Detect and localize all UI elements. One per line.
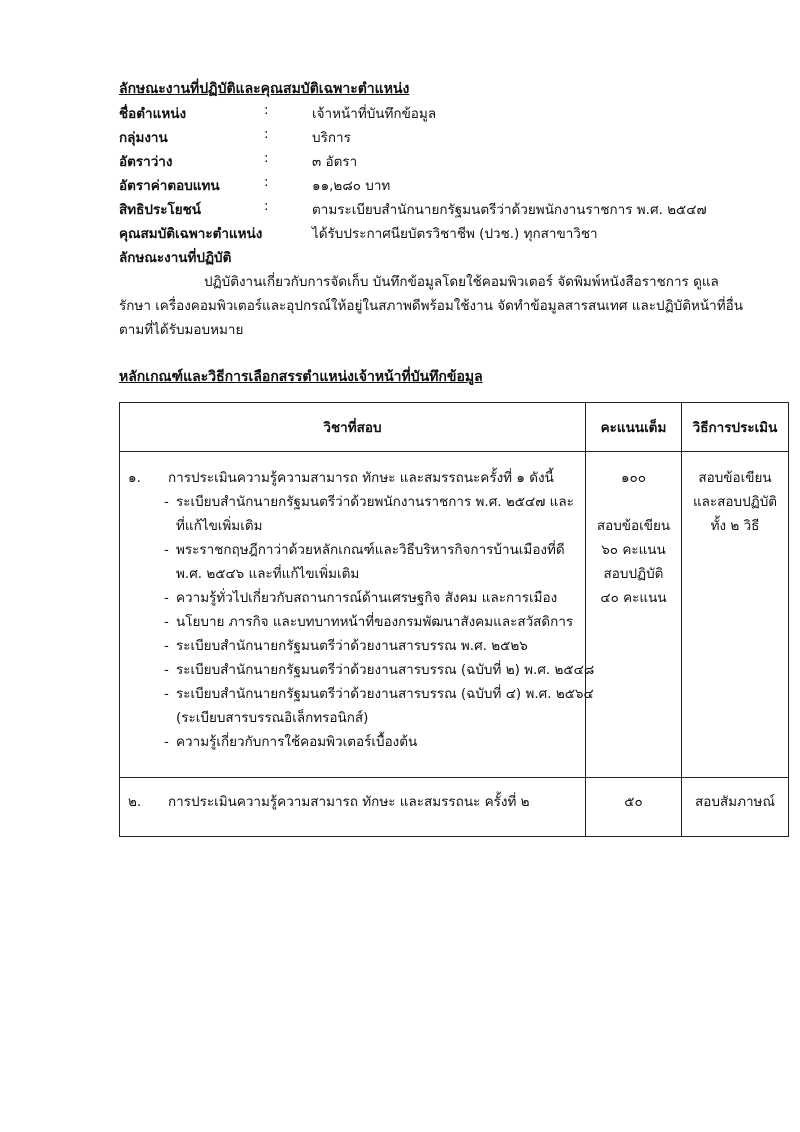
list-item: ที่แก้ไขเพิ่มเติม	[176, 518, 263, 534]
duty-line: ปฏิบัติงานเกี่ยวกับการจัดเก็บ บันทึกข้อมูลโดยใช้คอมพิวเตอร์ จัดพิมพ์หนังสือราชการ ดูแล	[204, 274, 719, 290]
info-row-salary	[119, 174, 759, 198]
subject-cell	[120, 452, 595, 778]
info-value: ได้รับประกาศนียบัตรวิชาชีพ (ปวช.) ทุกสาขาวิชา	[312, 226, 598, 242]
info-colon: :	[264, 198, 269, 214]
duty-line: ตามที่ได้รับมอบหมาย	[119, 322, 244, 338]
list-item: - ระเบียบสำนักนายกรัฐมนตรีว่าด้วยงานสารบรรณ (ฉบับที่ ๔) พ.ศ. ๒๕๖๔	[164, 686, 594, 702]
list-item: (ระเบียบสารบรรณอิเล็กทรอนิกส์)	[176, 710, 369, 726]
method-value: สอบสัมภาษณ์	[695, 794, 775, 810]
duty-label: ลักษณะงานที่ปฏิบัติ	[119, 250, 232, 266]
row-number: ๒.	[128, 794, 142, 810]
info-label: กลุ่มงาน	[119, 130, 168, 146]
table-row	[120, 778, 789, 837]
list-item: พ.ศ. ๒๕๔๖ และที่แก้ไขเพิ่มเติม	[176, 566, 360, 582]
score-line: สอบปฏิบัติ	[603, 566, 664, 582]
info-row-benefits	[119, 198, 759, 222]
subject-cell	[120, 778, 586, 837]
row-number: ๑.	[128, 470, 141, 486]
info-value: ๑๑,๒๘๐ บาท	[312, 178, 391, 194]
score-line	[586, 490, 681, 514]
info-row-group	[119, 126, 759, 150]
info-colon: :	[264, 150, 269, 166]
score-value: ๕๐	[624, 794, 643, 810]
info-colon: :	[264, 126, 269, 142]
method-cell	[682, 778, 789, 837]
table-row	[120, 452, 789, 778]
list-item: - ระเบียบสำนักนายกรัฐมนตรีว่าด้วยงานสารบรรณ พ.ศ. ๒๕๒๖	[164, 638, 528, 654]
list-item: - นโยบาย ภารกิจ และบทบาทหน้าที่ของกรมพัฒนาสังคมและสวัสดิการ	[164, 614, 574, 630]
duty-line: รักษา เครื่องคอมพิวเตอร์และอุปกรณ์ให้อยู่ในสภาพดีพร้อมใช้งาน จัดทำข้อมูลสารสนเทศ และปฏิบัติหน้าที่อื่น	[119, 298, 743, 314]
info-value: ตามระเบียบสำนักนายกรัฐมนตรีว่าด้วยพนักงานราชการ พ.ศ. ๒๕๔๗	[312, 202, 707, 218]
list-item: - พระราชกฤษฎีกาว่าด้วยหลักเกณฑ์และวิธีบริหารกิจการบ้านเมืองที่ดี	[164, 542, 565, 558]
info-label: คุณสมบัติเฉพาะตำแหน่ง	[119, 226, 263, 242]
header-subject: วิชาที่สอบ	[120, 403, 586, 452]
score-line: ๔๐ คะแนน	[600, 590, 667, 606]
score-line: สอบข้อเขียน	[596, 518, 671, 534]
section-title-selection: หลักเกณฑ์และวิธีการเลือกสรรตำแหน่งเจ้าหน้าที่บันทึกข้อมูล	[119, 369, 483, 385]
header-score: คะแนนเต็ม	[586, 403, 682, 452]
info-row-vacancies	[119, 150, 759, 174]
header-method: วิธีการประเมิน	[682, 403, 789, 452]
method-line: ทั้ง ๒ วิธี	[710, 518, 760, 534]
list-item: - ความรู้เกี่ยวกับการใช้คอมพิวเตอร์เบื้องต้น	[164, 734, 418, 750]
info-row-duties	[119, 246, 759, 270]
info-value: บริการ	[312, 130, 351, 146]
info-label: อัตราว่าง	[119, 154, 173, 170]
info-value: เจ้าหน้าที่บันทึกข้อมูล	[312, 106, 437, 122]
row-topic: การประเมินความรู้ความสามารถ ทักษะ และสมรรถนะ ครั้งที่ ๒	[168, 794, 530, 810]
info-value: ๓ อัตรา	[312, 154, 358, 170]
list-item: - ระเบียบสำนักนายกรัฐมนตรีว่าด้วยพนักงานราชการ พ.ศ. ๒๕๔๗ และ	[164, 494, 574, 510]
info-row-qualifications	[119, 222, 759, 246]
method-line: สอบข้อเขียน	[698, 470, 772, 486]
duty-paragraph	[119, 270, 759, 342]
info-label: อัตราค่าตอบแทน	[119, 178, 220, 194]
info-row-position	[119, 102, 759, 126]
info-colon: :	[264, 102, 269, 118]
table-header-row	[120, 403, 789, 452]
info-colon: :	[264, 174, 269, 190]
method-cell	[682, 452, 789, 778]
score-cell	[586, 778, 682, 837]
list-item: - ความรู้ทั่วไปเกี่ยวกับสถานการณ์ด้านเศรษฐกิจ สังคม และการเมือง	[164, 590, 558, 606]
info-label: ชื่อตำแหน่ง	[119, 106, 187, 122]
score-line: ๑๐๐	[620, 470, 647, 486]
section-title-duties: ลักษณะงานที่ปฏิบัติและคุณสมบัติเฉพาะตำแหน่ง	[119, 81, 410, 97]
exam-table	[119, 402, 789, 837]
method-line: และสอบปฏิบัติ	[692, 494, 778, 510]
info-label: สิทธิประโยชน์	[119, 202, 202, 218]
score-line: ๖๐ คะแนน	[601, 542, 666, 558]
subject-list	[164, 490, 594, 754]
row-topic: การประเมินความรู้ความสามารถ ทักษะ และสมรรถนะครั้งที่ ๑ ดังนี้	[168, 470, 554, 486]
score-cell	[586, 452, 682, 778]
list-item: - ระเบียบสำนักนายกรัฐมนตรีว่าด้วยงานสารบรรณ (ฉบับที่ ๒) พ.ศ. ๒๕๔๘	[164, 662, 595, 678]
